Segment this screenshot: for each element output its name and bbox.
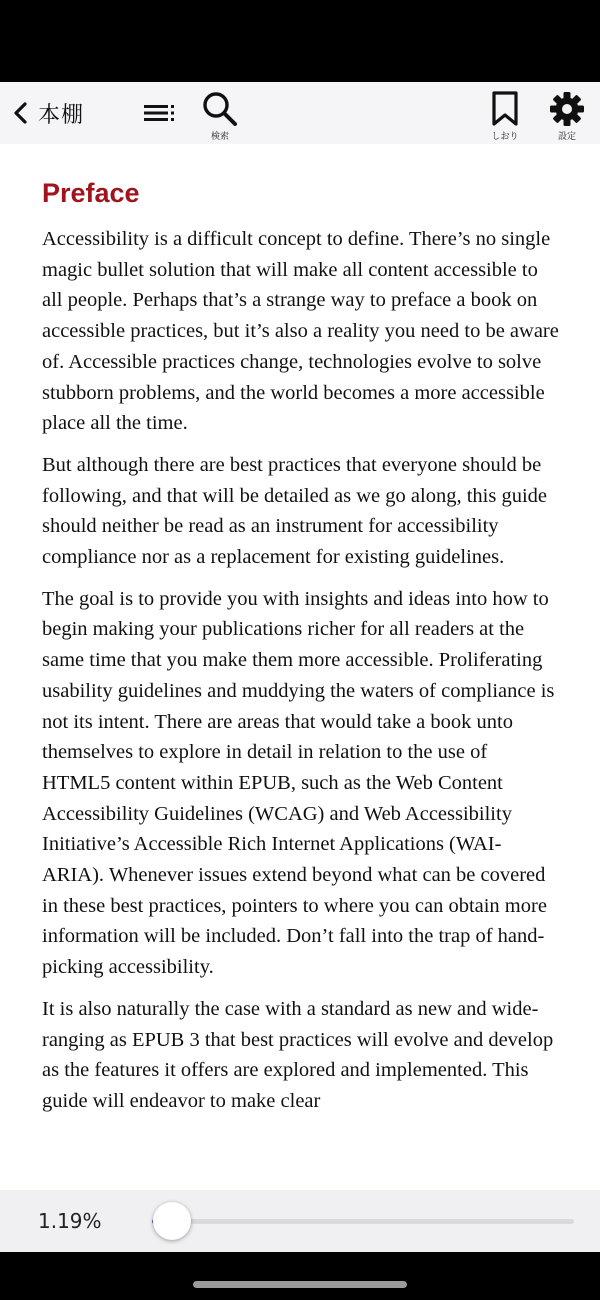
gear-icon	[547, 90, 587, 128]
chapter-title: Preface	[42, 178, 140, 208]
paragraph: But although there are best practices that everyone should be following, and that will be detailed as we go along, this guide should neither be read as an instrument for accessibility compliance nor as a replacement for existing guidelines.	[42, 453, 547, 569]
progress-slider-thumb[interactable]	[153, 1202, 191, 1240]
chevron-left-icon	[10, 100, 32, 126]
settings-caption: 設定	[557, 132, 576, 142]
progress-slider-track[interactable]	[152, 1219, 574, 1224]
paragraph: The goal is to provide you with insights and ideas into how to begin making your publications richer for all readers at the same time that you make them more accessible. Proliferating usability guidelines and muddying the waters of compliance is not its intent. There are areas that would take a book unto themselves to explore in detail in relation to the use of HTML5 content within EPUB, such as the Web Content Accessibility Guidelines (WCAG) and Web Accessibility Initiative’s Accessible Rich Internet Applications (WAI-ARIA). Whenever issues extend beyond what can be covered in these best practices, pointers to where you can obtain more information will be included. Don’t fall into the trap of hand-picking accessibility.	[42, 587, 555, 979]
home-indicator-area	[0, 1252, 600, 1300]
reader-toolbar	[0, 82, 600, 144]
reading-pane[interactable]	[0, 144, 600, 1190]
status-bar	[0, 0, 600, 82]
search-button[interactable]	[198, 90, 242, 140]
back-label: 本棚	[38, 102, 85, 128]
toc-list-icon	[140, 100, 180, 126]
reading-progress-bar	[0, 1190, 600, 1252]
paragraph: It is also naturally the case with a standard as new and wide-ranging as EPUB 3 that best practices will evolve and develop as the features it offers are explored and implemented. This guide will endeavor to make clear	[42, 997, 554, 1112]
bookmark-icon	[485, 90, 525, 128]
bookmark-button[interactable]	[484, 90, 526, 140]
home-indicator[interactable]	[193, 1281, 407, 1288]
paragraph: Accessibility is a difficult concept to define. There’s no single magic bullet solution that will make all content accessible to all people. Perhaps that’s a strange way to preface a book on accessible practices, but it’s also a reality you need to be aware of. Accessible practices change, technologies evolve to solve stubborn problems, and the world becomes a more accessible place all the time.	[42, 228, 559, 435]
back-to-bookshelf-button[interactable]	[10, 98, 84, 128]
settings-button[interactable]	[546, 90, 588, 140]
search-icon	[200, 90, 240, 128]
search-caption: 検索	[210, 132, 229, 142]
table-of-contents-button[interactable]	[140, 100, 180, 126]
bookmark-caption: しおり	[491, 132, 519, 142]
progress-percent: 1.19%	[38, 1209, 102, 1233]
